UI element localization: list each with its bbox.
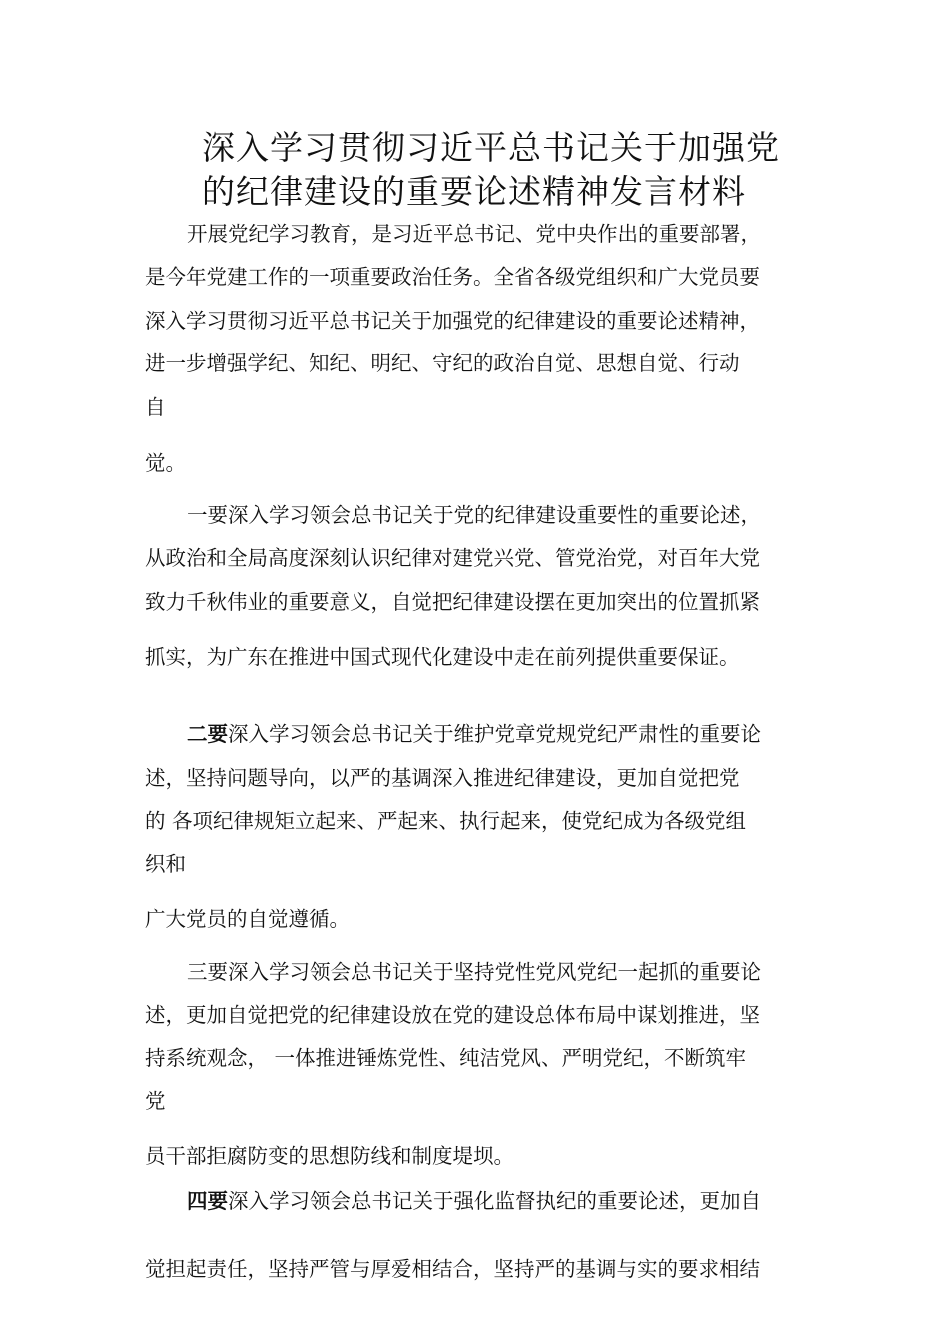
body-line: 员干部拒腐防变的思想防线和制度堤坝。 [145, 1144, 514, 1168]
document-title [202, 126, 822, 214]
body-line-text: 深入学习领会总书记关于维护党章党规党纪严肃性的重要论 [228, 722, 761, 746]
body-line: 从政治和全局高度深刻认识纪律对建党兴党、管党治党，对百年大党 [145, 546, 760, 570]
body-line: 党 [145, 1089, 166, 1113]
body-line: 述，坚持问题导向，以严的基调深入推进纪律建设，更加自觉把党 [145, 766, 740, 790]
body-line [187, 1188, 761, 1214]
body-line: 是今年党建工作的一项重要政治任务。全省各级党组织和广大党员要 [145, 265, 760, 289]
body-line: 一要深入学习领会总书记关于党的纪律建设重要性的重要论述， [187, 503, 761, 527]
bold-lead: 四要 [187, 1189, 228, 1213]
body-line: 深入学习贯彻习近平总书记关于加强党的纪律建设的重要论述精神， [145, 309, 760, 333]
body-line [187, 721, 761, 747]
title-line-2: 的纪律建设的重要论述精神发言材料 [202, 172, 746, 211]
body-line: 进一步增强学纪、知纪、明纪、守纪的政治自觉、思想自觉、行动 [145, 351, 740, 375]
body-line: 抓实，为广东在推进中国式现代化建设中走在前列提供重要保证。 [145, 645, 740, 669]
body-line: 觉。 [145, 451, 186, 475]
body-line: 述，更加自觉把党的纪律建设放在党的建设总体布局中谋划推进，坚 [145, 1003, 760, 1027]
bold-lead: 二要 [187, 722, 228, 746]
body-line: 的 各项纪律规矩立起来、严起来、执行起来，使党纪成为各级党组 [145, 809, 747, 833]
body-line: 织和 [145, 852, 186, 876]
body-line: 致力千秋伟业的重要意义，自觉把纪律建设摆在更加突出的位置抓紧 [145, 590, 760, 614]
body-line: 持系统观念， 一体推进锤炼党性、纯洁党风、严明党纪，不断筑牢 [145, 1046, 747, 1070]
title-line-1: 深入学习贯彻习近平总书记关于加强党 [202, 128, 780, 167]
body-line: 觉担起责任，坚持严管与厚爱相结合，坚持严的基调与实的要求相结 [145, 1257, 760, 1281]
body-line: 广大党员的自觉遵循。 [145, 907, 350, 931]
body-line: 自 [145, 395, 166, 419]
body-line: 开展党纪学习教育，是习近平总书记、党中央作出的重要部署， [187, 222, 761, 246]
body-line: 三要深入学习领会总书记关于坚持党性党风党纪一起抓的重要论 [187, 960, 761, 984]
body-line-text: 深入学习领会总书记关于强化监督执纪的重要论述，更加自 [228, 1189, 761, 1213]
